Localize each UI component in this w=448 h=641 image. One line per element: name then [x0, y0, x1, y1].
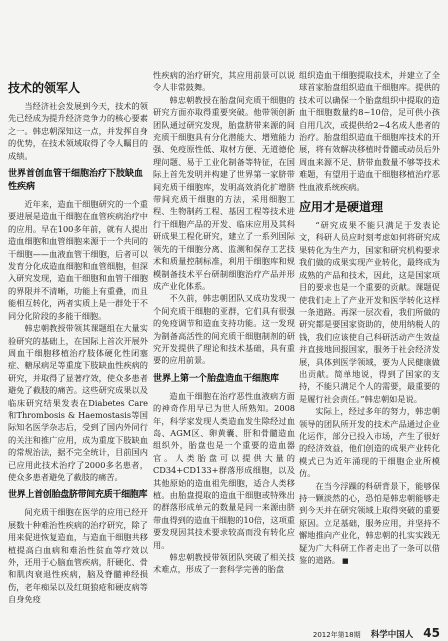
paragraph: 韩忠朝教授带领其课题组在大量实验研究的基础上，在国际上首次开展外周血干细胞移植治疗肢体硬化性闭塞症、糖尿病足等重度下肢缺血性疾病的研究，并取得了显著疗效，使众多患者避免了截肢的痛苦。这些研究成果以及临床研究结果发表在Diabetes Care和Thrombosis & Haemostasis等国际知名医学杂志后，受到了国内外同行的关注和推广应用，成为重度下肢缺血的常规治法，据不完全统计，目前国内已应用此技术治疗了2000多名患者，使众多患者避免了截肢的痛苦。 — [8, 323, 148, 482]
paragraph: 性疾病的治疗研究，其应用前景可以说令人非常鼓舞。 — [153, 70, 295, 93]
paragraph: 韩忠朝教授在胎盘间充质干细胞的研究方面亦取得重要突破。他带领创新团队通过研究发现，胎盘脐带来源的间充质干细胞具有分化潜能大、增殖能力强、免疫原性低、取材方便、无道德伦理问题、易于工业化制备等特征，在国际上首先发明并构建了世界第一家脐带间充质干细胞库，发明高效消化扩增脐带间充质干细胞的方法，采用细胞工程、生物制药工程、基因工程等技术进行干细胞产品的开发、临床应用及其科研成果工程化研究，建立了一系列国际领先的干细胞分离、监测和保存工艺技术和质量控制标准，利用干细胞库和规模制备技术平台研制细胞治疗产品并形成产业化体系。 — [153, 94, 295, 291]
section-heading: 世界首创血管干细胞治疗下肢缺血性疾病 — [8, 169, 144, 193]
paragraph-text: 在当今浮躁的科研背景下，能够保持一颗淡然的心，恐怕是韩忠朝能够走到今天并在研究领域上取得突破的重要原因。立足基础，服务应用，并坚持不懈地推向产业化，韩忠朝的扎实实践无疑为广大科研工作者走出了一条可以借鉴的道路。 — [299, 480, 440, 566]
page-number: 45 — [423, 626, 440, 640]
end-mark-icon: ■ — [341, 557, 349, 566]
text-column-1 — [8, 80, 148, 606]
paragraph: 造血干细胞在治疗恶性血液病方面的神奇作用早已为世人所熟知。2008年，科学家发现人类造血发生除经过血岛、AGM区、卵黄囊、肝和骨髓造血组织外，胎盘也是一个重要的造血器官。人类胎盘可以提供大量的CD34+CD133+群落形成细胞，以及其他原始的造血祖先细胞，适合人类移植。由胎盘提取的造血干细胞或特殊出的群落形成单元的数量是同一来源由脐带血得到的造血干细胞的10倍，这项重要发现因其技术要求较高而没有转化应用。 — [153, 390, 295, 550]
section-heading: 应用才是硬道理 — [299, 200, 384, 215]
paragraph: 实际上，经过多年的努力，韩忠朝领导的团队所开发的技术产品通过企业化运作，部分已投入市场，产生了很好的经济效益，他们创造的成果产业转化模式已为近年涌现的干细胞企业所模仿。 — [299, 406, 440, 479]
page-footer — [313, 622, 440, 641]
text-column-3 — [299, 69, 440, 567]
paragraph: “研究成果不能只满足于发表论文，科研人员应时刻考虑如何将研究成果转化为生产力，国家和研究机构要求我们做的成果实现产业转化，最终成为成熟的产品和技术，因此，这是国家项目的要求也是一个重要的贡献。课题促使我们走上了产业开发和医学转化这样一条道路。再深一层次看，我们所做的研究都是要国家资助的，使用纳税人的钱，我们应该使自己科研活动产生效益并直接地回报国家，服务于社会经济发展，具体到医学领域，要为人民健康做出贡献。简单地说，得到了国家的支持，不能只满足个人的需要，最重要的是履行社会责任。”韩忠朝如是说。 — [299, 220, 440, 404]
text-column-2 — [153, 69, 295, 576]
paragraph: 不久前，韩忠朝团队又成功发现一个间充质干细胞的亚群，它们具有很强的免疫调节和造血支持功能。这一发现为制备高活性的间充质干细胞制剂的研究开发提供了理论和技术基础，具有重要的应用前景。 — [153, 293, 295, 366]
paragraph: 间充质干细胞在医学的应用已经开展数十种难治性疾病的治疗研究，除了用来促进恢复造血，与造血干细胞共移植提高白血病和难治性贫血等疗效以外，还用于心脑血管疾病，肝硬化、骨和肌肉衰退性疾病，脑及脊髓神经损伤，老年痴呆以及红斑狼疮和硬皮病等自身免疫 — [8, 507, 148, 605]
section-heading: 世界上第一个胎盘造血干细胞库 — [153, 373, 280, 384]
paragraph: 韩忠朝教授带领团队突破了相关技术难点，形成了一套科学完善的胎盘 — [153, 552, 295, 575]
paragraph: 近年来，造血干细胞研究的一个重要进展是造血干细胞在血管疾病治疗中的应用。早在100多年前，就有人提出造血细胞和血管细胞来源于一个共同的干细胞——血液血管干细胞，后者可以发育分化成造血细胞和血管细胞，但深入研究发现，造血干细胞和血管干细胞的界限并不清晰，功能上有重叠，而且能相互转化，两者实质上是一群处于不同分化阶段的多能干细胞。 — [8, 199, 148, 321]
section-heading: 世界上首创胎盘脐带间充质干细胞库 — [8, 490, 148, 501]
paragraph: 当经济社会发展到今天，技术的领先已经成为提升经济竞争力的核心要素之一。韩忠朝深知这一点，并发挥自身的优势，在技术领域取得了令人瞩目的成绩。 — [8, 101, 148, 161]
magazine-name: 科学中国人 — [370, 630, 414, 640]
paragraph — [299, 480, 440, 568]
paragraph: 组织造血干细胞提取技术，并建立了全球首家胎盘组织造血干细胞库。提供的技术可以确保一个胎盘组织中提取的造血干细胞数量约8~10倍，足可供小孩自用几次，或提供给2~4名成人患者的治疗。胎盘组织造血干细胞库技术的开展，将有效解决移植时骨髓或动员后外周血来源不足、脐带血数量不够等技术难题，有望用于造血干细胞移植治疗恶性血液系统疾病。 — [299, 70, 440, 192]
section-heading: 技术的领军人 — [8, 81, 81, 95]
issue-label: 2012年第18期 — [312, 631, 361, 639]
